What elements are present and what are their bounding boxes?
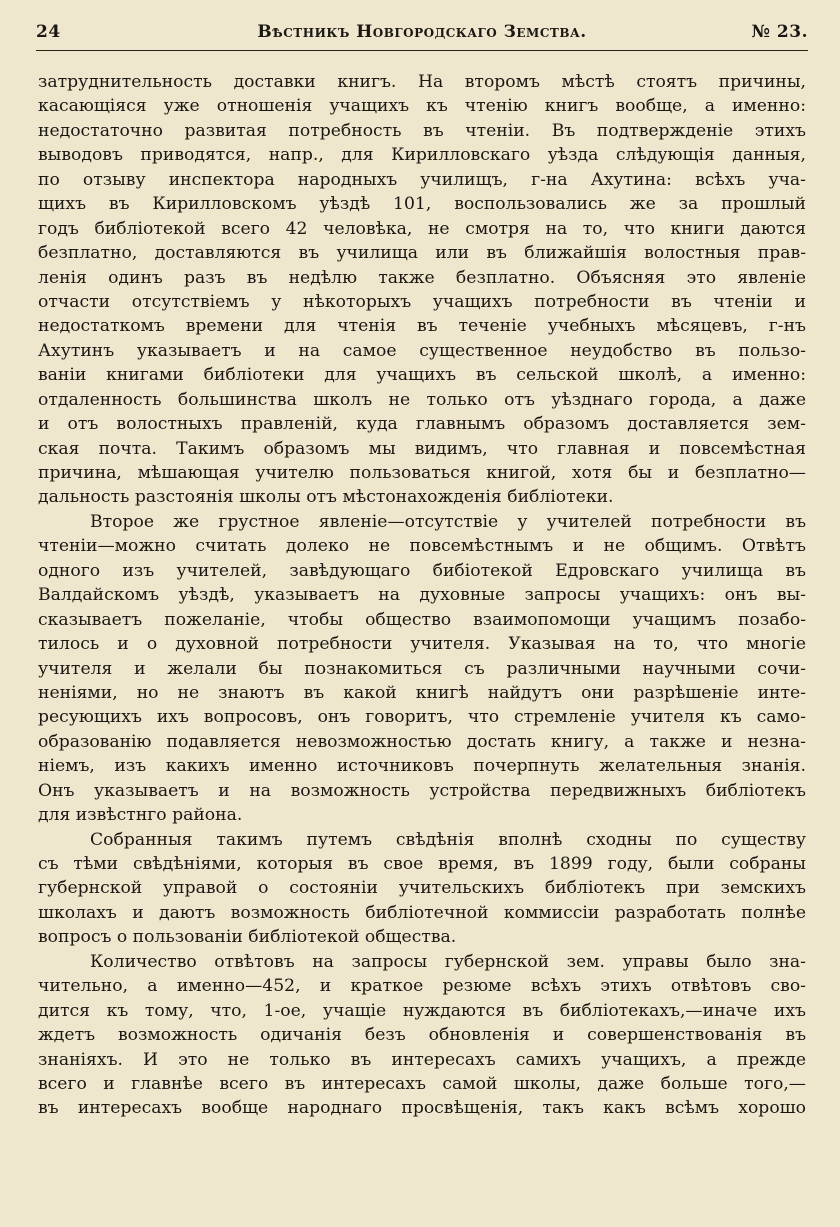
text-line: безплатно, доставляются въ училища или въ ближайшія волостныя прав- bbox=[38, 243, 806, 264]
text-line: по отзыву инспектора народныхъ училищъ, г-на Ахутина: всѣхъ уча- bbox=[38, 169, 806, 190]
text-line: недостаточно развитая потребность въ чтеніи. Въ подтвержденіе этихъ bbox=[38, 120, 806, 141]
text-line: ждетъ возможность одичанія безъ обновленія и совершенствованія въ bbox=[38, 1025, 806, 1046]
text-line: отчасти отсутствіемъ у нѣкоторыхъ учащихъ потребности въ чтеніи и bbox=[38, 291, 806, 312]
text-line: затруднительность доставки книгъ. На второмъ мѣстѣ стоятъ причины, bbox=[38, 72, 806, 92]
paragraph-first-line: Количество отвѣтовъ на запросы губернской зем. управы было зна- bbox=[90, 951, 806, 972]
text-line: Онъ указываетъ и на возможность устройства передвижныхъ библіотекъ bbox=[38, 780, 806, 801]
text-line: неніями, но не знаютъ въ какой книгѣ найдутъ они разрѣшеніе инте- bbox=[38, 682, 806, 703]
text-line: касающіяся уже отношенія учащихъ къ чтенію книгъ вообще, а именно: bbox=[38, 96, 806, 117]
text-line: одного изъ учителей, завѣдующаго бибіотекой Едровскаго училища въ bbox=[38, 560, 806, 581]
text-line: ленія одинъ разъ въ недѣлю также безплатно. Объясняя это явленіе bbox=[38, 267, 806, 288]
paragraph-last-line: вопросъ о пользованіи библіотекой общества. bbox=[38, 927, 457, 948]
paragraph-last-line: дальность разстоянія школы отъ мѣстонахожденія библіотеки. bbox=[38, 487, 614, 508]
text-line: ваніи книгами библіотеки для учащихъ въ сельской школѣ, а именно: bbox=[38, 365, 806, 386]
text-line: чительно, а именно—452, и краткое резюме всѣхъ этихъ отвѣтовъ сво- bbox=[38, 976, 806, 997]
text-line: Валдайскомъ уѣздѣ, указываетъ на духовные запросы учащихъ: онъ вы- bbox=[38, 585, 806, 606]
text-line: ская почта. Такимъ образомъ мы видимъ, что главная и повсемѣстная bbox=[38, 438, 806, 459]
text-line: недостаткомъ времени для чтенія въ теченіе учебныхъ мѣсяцевъ, г-нъ bbox=[38, 316, 806, 337]
paragraph-last-line: для извѣстнго района. bbox=[38, 805, 243, 826]
text-line: школахъ и даютъ возможность библіотечной коммиссіи разработать полнѣе bbox=[38, 902, 806, 923]
text-line: Ахутинъ указываетъ и на самое существенное неудобство въ пользо- bbox=[38, 340, 806, 361]
text-line: и отъ волостныхъ правленій, куда главнымъ образомъ доставляется зем- bbox=[38, 414, 806, 435]
text-line: причина, мѣшающая учителю пользоваться книгой, хотя бы и безплатно— bbox=[38, 463, 806, 483]
journal-title: Вѣстникъ Новгородскаго Земства. bbox=[257, 22, 587, 42]
text-line: губернской управой о состояніи учительскихъ библіотекъ при земскихъ bbox=[38, 878, 806, 899]
text-line: съ тѣми свѣдѣніями, которыя въ свое время, въ 1899 году, были собраны bbox=[38, 854, 806, 874]
text-line: въ интересахъ вообще народнаго просвѣщенія, такъ какъ всѣмъ хорошо bbox=[38, 1098, 806, 1119]
text-line: образованію подавляется невозможностью достать книгу, а также и незна- bbox=[38, 731, 806, 752]
text-line: учителя и желали бы познакомиться съ различными научными сочи- bbox=[38, 658, 806, 679]
running-header bbox=[36, 22, 808, 48]
text-line: знаніяхъ. И это не только въ интересахъ самихъ учащихъ, а прежде bbox=[38, 1049, 806, 1070]
page-number: 24 bbox=[36, 22, 61, 42]
text-line: щихъ въ Кирилловскомъ уѣздѣ 101, воспользовались же за прошлый bbox=[38, 194, 806, 215]
text-line: сказываетъ пожеланіе, чтобы общество взаимопомощи учащимъ позабо- bbox=[38, 609, 806, 630]
text-body bbox=[38, 70, 806, 1121]
text-line: ніемъ, изъ какихъ именно источниковъ почерпнуть желательныя знанія. bbox=[38, 756, 806, 777]
text-line: ресующихъ ихъ вопросовъ, онъ говоритъ, что стремленіе учителя къ само- bbox=[38, 707, 806, 728]
issue-number: № 23. bbox=[751, 22, 808, 42]
text-line: годъ библіотекой всего 42 человѣка, не смотря на то, что книги даются bbox=[38, 218, 806, 239]
text-line: тилось и о духовной потребности учителя. Указывая на то, что многіе bbox=[38, 634, 806, 655]
paragraph-first-line: Собранныя такимъ путемъ свѣдѣнія вполнѣ сходны по существу bbox=[90, 829, 806, 850]
text-line: дится къ тому, что, 1-ое, учащіе нуждаются въ библіотекахъ,—иначе ихъ bbox=[38, 1000, 806, 1021]
text-line: чтеніи—можно считать долеко не повсемѣстнымъ и не общимъ. Отвѣтъ bbox=[38, 536, 806, 557]
paragraph-first-line: Второе же грустное явленіе—отсутствіе у учителей потребности въ bbox=[90, 511, 806, 532]
text-line: выводовъ приводятся, напр., для Кирилловскаго уѣзда слѣдующія данныя, bbox=[38, 145, 806, 166]
text-line: отдаленность большинства школъ не только отъ уѣзднаго города, а даже bbox=[38, 389, 806, 410]
header-rule bbox=[36, 50, 808, 51]
text-line: всего и главнѣе всего въ интересахъ самой школы, даже больше того,— bbox=[38, 1073, 806, 1094]
